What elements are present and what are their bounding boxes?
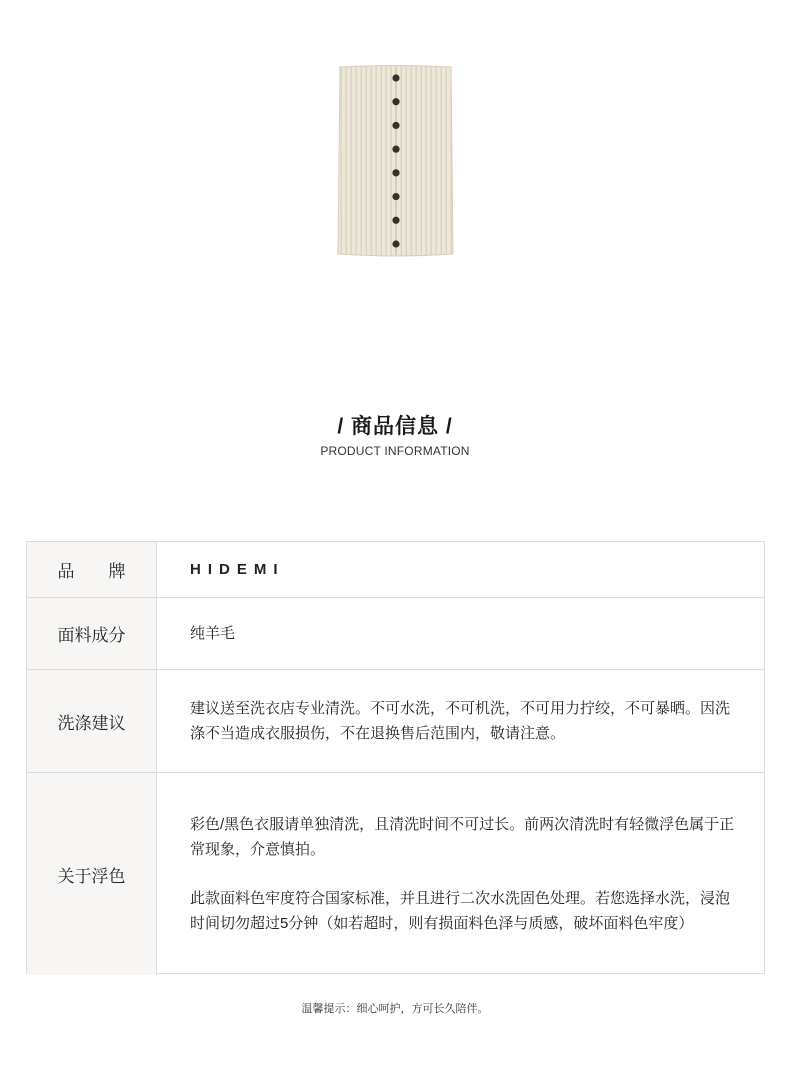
fabric-composition: 纯羊毛 — [190, 625, 236, 642]
garment-button — [392, 240, 399, 247]
washing-advice: 建议送至洗衣店专业清洗。不可水洗，不可机洗，不可用力拧绞，不可暴晒。因洗涤不当造成衣服损伤，不在退换售后范围内，敬请注意。 — [190, 700, 731, 742]
row-label-color-bleed: 关于浮色 — [27, 773, 157, 975]
table-row-fabric — [27, 598, 764, 670]
row-value-brand — [190, 542, 744, 597]
garment-button — [392, 217, 399, 224]
garment-button — [392, 169, 399, 176]
product-image — [337, 64, 454, 258]
garment-button — [392, 146, 399, 153]
table-row-color-bleed — [27, 773, 764, 975]
row-value-washing — [190, 670, 744, 772]
color-bleed-note-2: 此款面料色牢度符合国家标准，并且进行二次水洗固色处理。若您选择水洗，浸泡时间切勿超过5分钟（如若超时，则有损面料色泽与质感，破坏面料色牢度） — [190, 890, 731, 932]
garment-button — [392, 74, 399, 81]
garment-button — [392, 193, 399, 200]
color-bleed-note-1: 彩色/黑色衣服请单独清洗，且清洗时间不可过长。前两次清洗时有轻微浮色属于正常现象，介意慎拍。 — [190, 816, 735, 858]
garment-button — [392, 98, 399, 105]
row-label-fabric: 面料成分 — [27, 598, 157, 669]
row-value-color-bleed — [190, 773, 744, 975]
garment-button — [392, 122, 399, 129]
table-row-washing — [27, 670, 764, 773]
row-value-fabric — [190, 598, 744, 669]
brand-name: HIDEMI — [190, 561, 285, 578]
section-subtitle: PRODUCT INFORMATION — [320, 444, 470, 458]
product-info-table — [26, 541, 765, 974]
row-label-brand: 品 牌 — [27, 542, 157, 597]
table-row-brand — [27, 542, 764, 598]
footer-care-tip: 温馨提示：细心呵护，方可长久陪伴。 — [301, 1003, 489, 1015]
section-title: / 商品信息 / — [337, 415, 453, 438]
row-label-washing: 洗涤建议 — [27, 670, 157, 772]
